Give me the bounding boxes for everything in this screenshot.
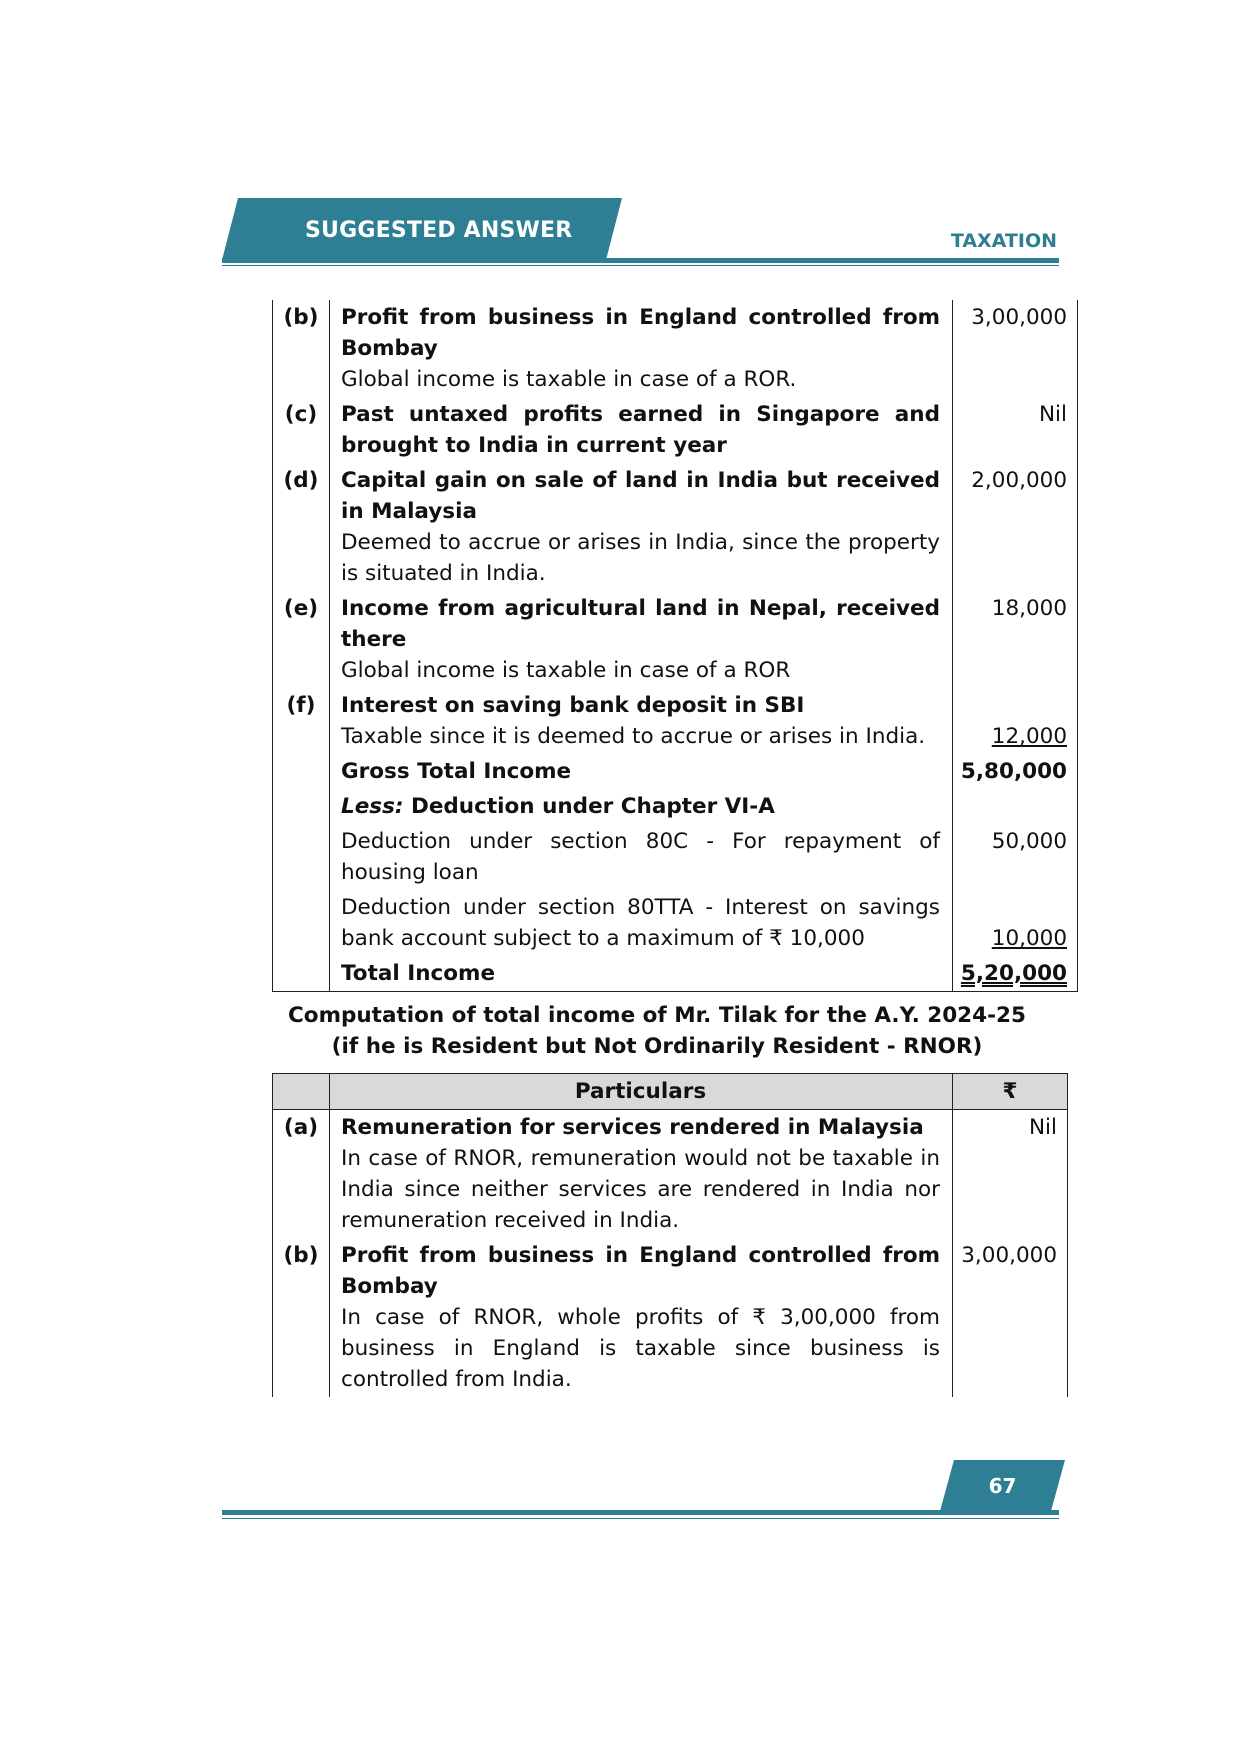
row-amount: 3,00,000: [953, 1238, 1068, 1397]
row-amount: 2,00,000: [953, 463, 1078, 591]
total-income-row: [273, 956, 1078, 992]
row-label: (d): [273, 463, 330, 591]
deduction-text: Deduction under section 80TTA - Interest on savings bank account subject to a maximum of ₹ 10,000: [330, 890, 953, 956]
table-header-row: [273, 1074, 1068, 1110]
header-rule-thin: [222, 265, 1059, 266]
page-number: 67: [988, 1474, 1017, 1498]
table-row: [273, 397, 1078, 463]
row-title: Remuneration for services rendered in Malaysia: [341, 1115, 924, 1140]
row-note: In case of RNOR, whole profits of ₹ 3,00,000 from business in England is taxable since business is controlled from India.: [341, 1305, 940, 1392]
header-particulars: Particulars: [330, 1074, 953, 1110]
row-title: Past untaxed profits earned in Singapore and brought to India in current year: [341, 402, 940, 458]
caption-line-1: Computation of total income of Mr. Tilak for the A.Y. 2024-25: [288, 1003, 1026, 1028]
footer-rule-thin: [222, 1518, 1059, 1519]
table-row: [273, 591, 1078, 688]
row-amount: 3,00,000: [953, 300, 1078, 397]
row-label: (a): [273, 1110, 330, 1239]
deduction-amount: 50,000: [953, 824, 1078, 890]
deduction-text: Deduction under section 80C - For repayment of housing loan: [330, 824, 953, 890]
row-amount: Nil: [953, 1110, 1068, 1239]
row-amount: 12,000: [991, 724, 1067, 749]
row-label: (e): [273, 591, 330, 688]
row-title: Capital gain on sale of land in India but received in Malaysia: [341, 468, 940, 524]
total-income-label: Total Income: [330, 956, 953, 992]
header-section-label: SUGGESTED ANSWER: [305, 218, 573, 243]
deduction-heading-row: [273, 789, 1078, 824]
row-note: Deemed to accrue or arises in India, since the property is situated in India.: [341, 530, 940, 586]
row-title: Interest on saving bank deposit in SBI: [341, 693, 805, 718]
total-income-amount: 5,20,000: [960, 961, 1067, 986]
header-rule: [222, 258, 1059, 263]
computation-caption: [272, 1000, 1042, 1062]
deduction-amount: 10,000: [991, 926, 1067, 951]
row-amount: 18,000: [953, 591, 1078, 688]
deduction-row: [273, 890, 1078, 956]
row-note: Global income is taxable in case of a ROR: [341, 658, 791, 683]
row-title: Income from agricultural land in Nepal, received there: [341, 596, 940, 652]
row-label: (f): [273, 688, 330, 754]
row-note: Global income is taxable in case of a ROR.: [341, 367, 797, 392]
gross-total-label: Gross Total Income: [330, 754, 953, 789]
header-col-label: [273, 1074, 330, 1110]
header-subject: TAXATION: [950, 230, 1057, 252]
row-note: In case of RNOR, remuneration would not be taxable in India since neither services are rendered in India nor remuneration received in India.: [341, 1146, 940, 1233]
row-amount: Nil: [953, 397, 1078, 463]
gross-total-amount: 5,80,000: [953, 754, 1078, 789]
footer-rule: [222, 1510, 1059, 1515]
ror-income-table: [272, 300, 1078, 992]
table-row: [273, 688, 1078, 754]
row-label: (b): [273, 1238, 330, 1397]
header-currency: ₹: [953, 1074, 1068, 1110]
table-row: [273, 463, 1078, 591]
table-row: [273, 1238, 1068, 1397]
rnor-income-table: [272, 1073, 1068, 1397]
less-prefix: Less:: [341, 794, 404, 819]
table-row: [273, 1110, 1068, 1239]
caption-line-2: (if he is Resident but Not Ordinarily Resident - RNOR): [331, 1034, 983, 1059]
row-note: Taxable since it is deemed to accrue or arises in India.: [341, 724, 926, 749]
row-title: Profit from business in England controlled from Bombay: [341, 305, 940, 361]
deduction-heading: Deduction under Chapter VI-A: [410, 794, 775, 819]
deduction-row: [273, 824, 1078, 890]
row-label: (c): [273, 397, 330, 463]
table-row: [273, 300, 1078, 397]
row-title: Profit from business in England controlled from Bombay: [341, 1243, 940, 1299]
row-label: (b): [273, 300, 330, 397]
gross-total-row: [273, 754, 1078, 789]
